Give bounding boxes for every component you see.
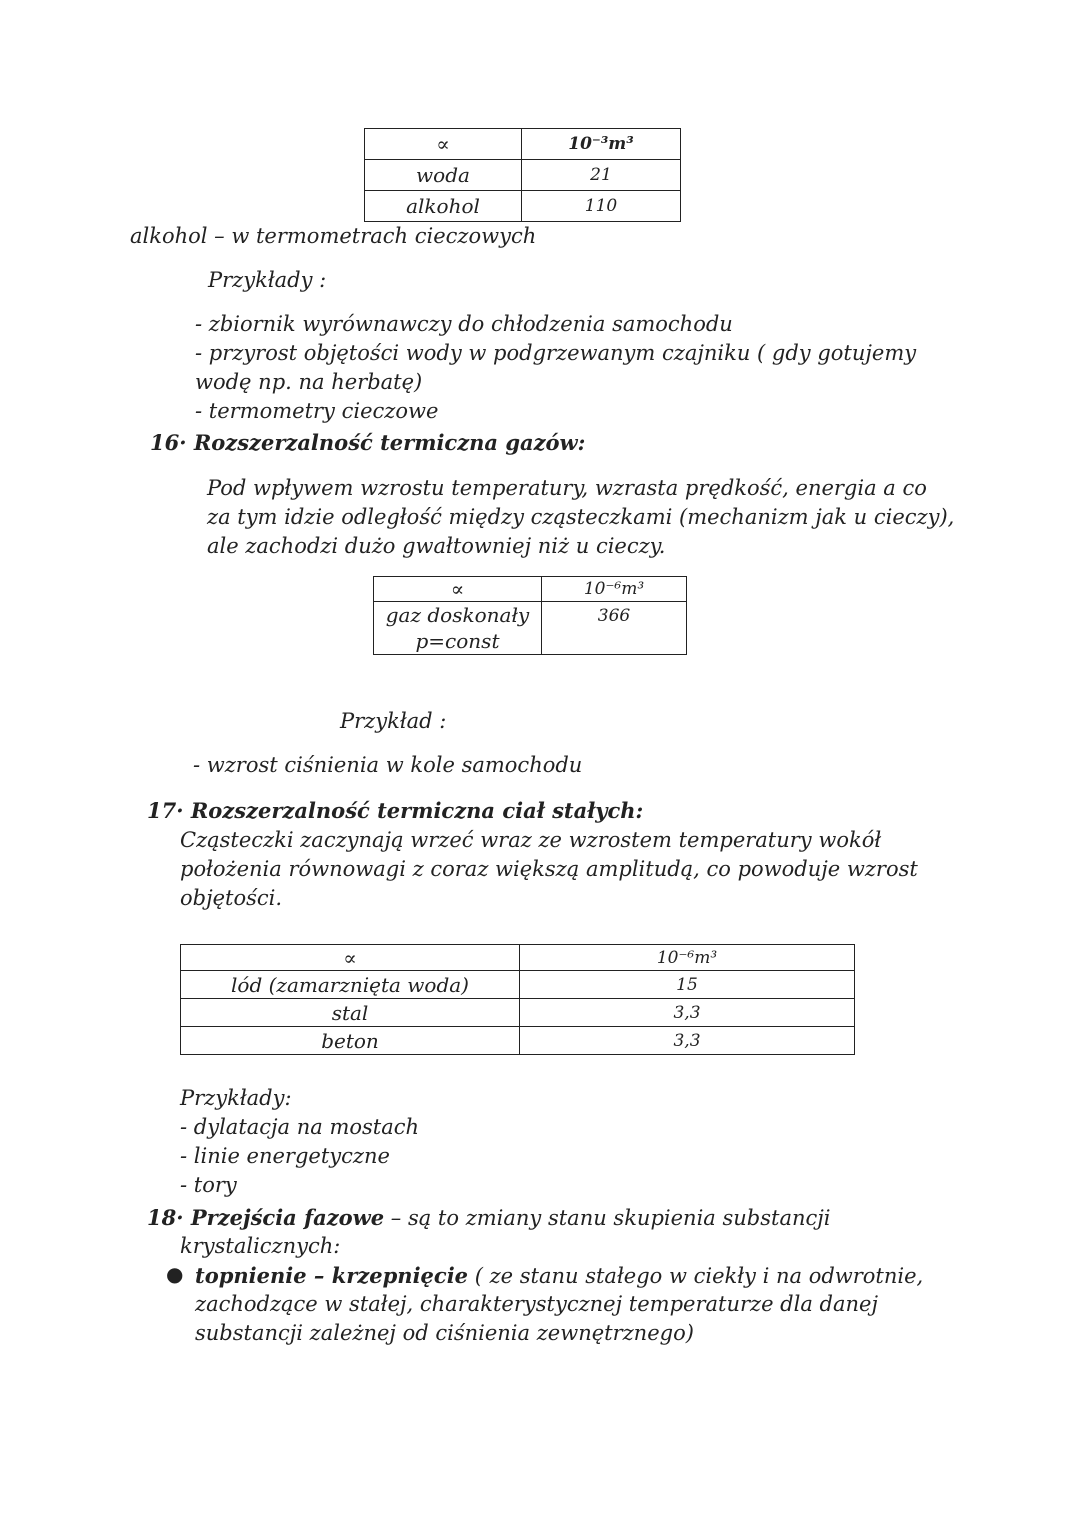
paragraph-line: Pod wpływem wzrostu temperatury, wzrasta prędkość, energia a co — [207, 476, 927, 500]
table-cell: 366 — [542, 602, 687, 655]
bullet-icon: ● — [166, 1262, 184, 1286]
examples-title: Przykłady: — [180, 1086, 292, 1110]
section-heading-18-rest: – są to zmiany stanu skupienia substancji — [384, 1206, 831, 1230]
table-header-alpha: ∝ — [374, 577, 542, 602]
paragraph-line: położenia równowagi z coraz większą amplitudą, co powoduje wzrost — [180, 857, 918, 881]
section-heading-17: 17· Rozszerzalność termiczna ciał stałych: — [147, 798, 644, 823]
table-liquids — [364, 128, 681, 222]
table-header-alpha: ∝ — [181, 945, 520, 971]
table-cell: beton — [181, 1027, 520, 1055]
table-solids — [180, 944, 855, 1055]
list-item: - linie energetyczne — [180, 1144, 390, 1168]
example-title: Przykład : — [340, 709, 447, 733]
examples-title: Przykłady : — [208, 268, 327, 292]
bullet-line: zachodzące w stałej, charakterystycznej temperaturze dla danej — [195, 1292, 878, 1316]
table-cell: 15 — [520, 971, 855, 999]
table-cell: alkohol — [365, 191, 522, 222]
section-heading-16: 16· Rozszerzalność termiczna gazów: — [150, 430, 586, 455]
section-heading-18-bold: 18· Przejścia fazowe — [147, 1205, 385, 1230]
list-item: - zbiornik wyrównawczy do chłodzenia samochodu — [195, 312, 733, 336]
table-cell: 110 — [522, 191, 681, 222]
table-cell: woda — [365, 160, 522, 191]
table-cell: stal — [181, 999, 520, 1027]
paragraph-line: Cząsteczki zaczynają wrzeć wraz ze wzrostem temperatury wokół — [180, 828, 882, 852]
table-cell: 21 — [522, 160, 681, 191]
bullet-bold: topnienie – krzepnięcie — [195, 1263, 469, 1288]
table-header-unit: 10⁻⁶m³ — [520, 945, 855, 971]
table-header-alpha: ∝ — [365, 129, 522, 160]
table-cell: lód (zamarznięta woda) — [181, 971, 520, 999]
bullet-line — [195, 1261, 923, 1291]
table-cell: 3,3 — [520, 999, 855, 1027]
section-heading-18 — [147, 1203, 830, 1233]
list-item: - wzrost ciśnienia w kole samochodu — [193, 753, 583, 777]
table-cell — [374, 602, 542, 655]
table-cell: 3,3 — [520, 1027, 855, 1055]
list-item: - tory — [180, 1173, 237, 1197]
table-cell-line: p=const — [415, 629, 500, 653]
paragraph-line: ale zachodzi dużo gwałtowniej niż u cieczy. — [207, 534, 666, 558]
section-heading-18-line2: krystalicznych: — [180, 1234, 341, 1258]
bullet-line: substancji zależnej od ciśnienia zewnętrznego) — [195, 1321, 694, 1345]
list-item: wodę np. na herbatę) — [195, 370, 423, 394]
list-item: - przyrost objętości wody w podgrzewanym czajniku ( gdy gotujemy — [195, 341, 917, 365]
list-item: - dylatacja na mostach — [180, 1115, 420, 1139]
table-header-unit: 10⁻³m³ — [522, 129, 681, 160]
list-item: - termometry cieczowe — [195, 399, 439, 423]
bullet-rest: ( ze stanu stałego w ciekły i na odwrotnie, — [468, 1264, 924, 1288]
paragraph-line: za tym idzie odległość między cząsteczkami (mechanizm jak u cieczy), — [207, 505, 955, 529]
table-gases — [373, 576, 687, 655]
alcohol-note: alkohol – w termometrach cieczowych — [130, 224, 537, 248]
table-header-unit: 10⁻⁶m³ — [542, 577, 687, 602]
paragraph-line: objętości. — [180, 886, 283, 910]
table-cell-line: gaz doskonały — [385, 603, 530, 627]
